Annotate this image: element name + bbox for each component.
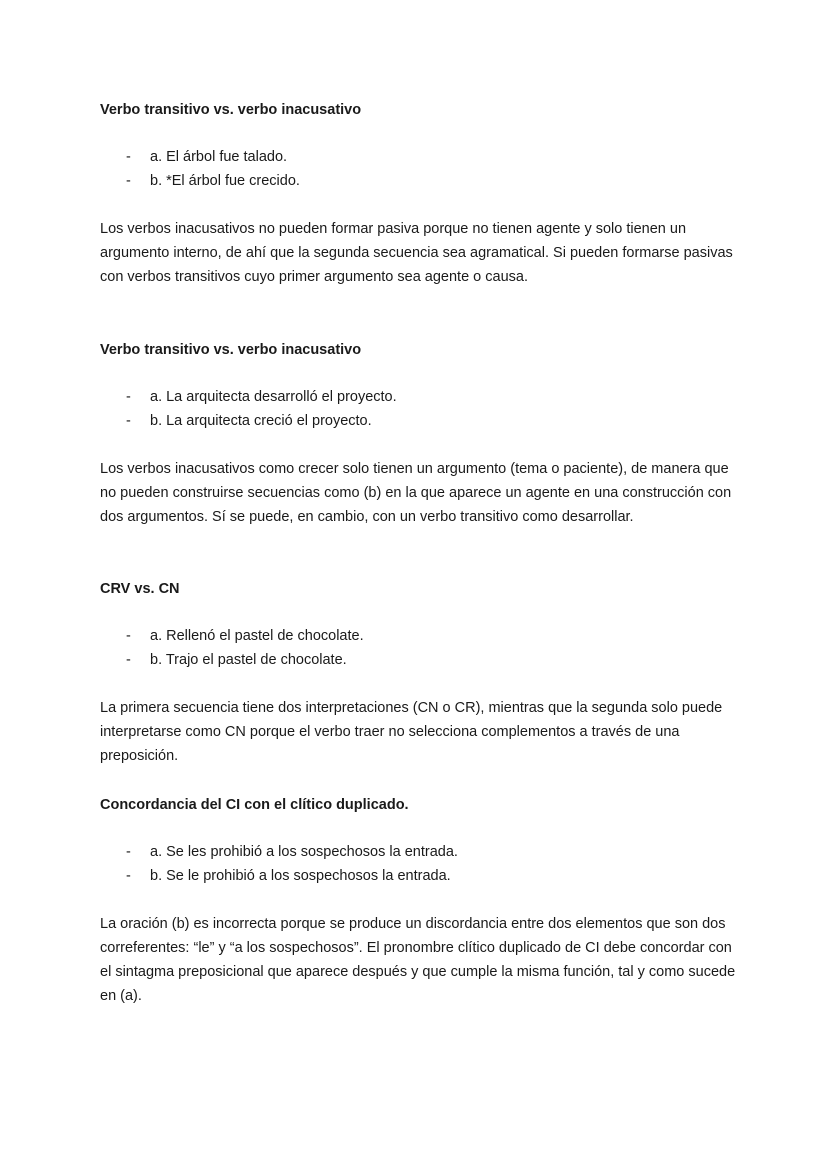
example-list (100, 145, 740, 193)
list-dash: - (126, 389, 131, 405)
list-dash: - (126, 844, 131, 860)
list-dash: - (126, 628, 131, 644)
section-heading: CRV vs. CN (100, 581, 180, 597)
example-item (100, 864, 740, 888)
list-dash: - (126, 652, 131, 668)
example-text: a. La arquitecta desarrolló el proyecto. (150, 389, 397, 405)
example-item (100, 624, 740, 648)
example-item (100, 145, 740, 169)
example-text: a. El árbol fue talado. (150, 149, 288, 165)
example-item (100, 840, 740, 864)
example-text: b. Se le prohibió a los sospechosos la entrada. (150, 868, 451, 884)
section-heading: Verbo transitivo vs. verbo inacusativo (100, 342, 362, 358)
list-dash: - (126, 149, 131, 165)
section-4 (100, 793, 740, 1008)
section-heading: Concordancia del CI con el clítico duplicado. (100, 797, 409, 813)
explanation-paragraph: La oración (b) es incorrecta porque se produce un discordancia entre dos elementos que son dos correferentes: “le” y “a los sospechosos”. El pronombre clítico duplicado de CI debe concordar con el sintagma preposicional que aparece después y que cumple la misma función, tal y como sucede en (a). (100, 916, 736, 1004)
example-item (100, 385, 740, 409)
explanation-paragraph: Los verbos inacusativos no pueden formar pasiva porque no tienen agente y solo tienen un argumento interno, de ahí que la segunda secuencia sea agramatical. Si pueden formarse pasivas con verbos transitivos cuyo primer argumento sea agente o causa. (100, 221, 733, 285)
example-list (100, 840, 740, 888)
section-1 (100, 98, 740, 289)
example-list (100, 624, 740, 672)
example-text: b. *El árbol fue crecido. (150, 173, 300, 189)
section-2 (100, 338, 740, 529)
example-text: b. Trajo el pastel de chocolate. (150, 652, 347, 668)
example-item (100, 648, 740, 672)
section-heading: Verbo transitivo vs. verbo inacusativo (100, 102, 362, 118)
section-3 (100, 577, 740, 768)
example-list (100, 385, 740, 433)
example-text: b. La arquitecta creció el proyecto. (150, 413, 372, 429)
example-text: a. Se les prohibió a los sospechosos la entrada. (150, 844, 458, 860)
example-item (100, 409, 740, 433)
list-dash: - (126, 173, 131, 189)
list-dash: - (126, 868, 131, 884)
explanation-paragraph: Los verbos inacusativos como crecer solo tienen un argumento (tema o paciente), de manera que no pueden construirse secuencias como (b) en la que aparece un agente en una construcción con dos argumentos. Sí se puede, en cambio, con un verbo transitivo como desarrollar. (100, 461, 732, 525)
example-text: a. Rellenó el pastel de chocolate. (150, 628, 364, 644)
list-dash: - (126, 413, 131, 429)
explanation-paragraph: La primera secuencia tiene dos interpretaciones (CN o CR), mientras que la segunda solo puede interpretarse como CN porque el verbo traer no selecciona complementos a través de una preposición. (100, 700, 723, 764)
example-item (100, 169, 740, 193)
